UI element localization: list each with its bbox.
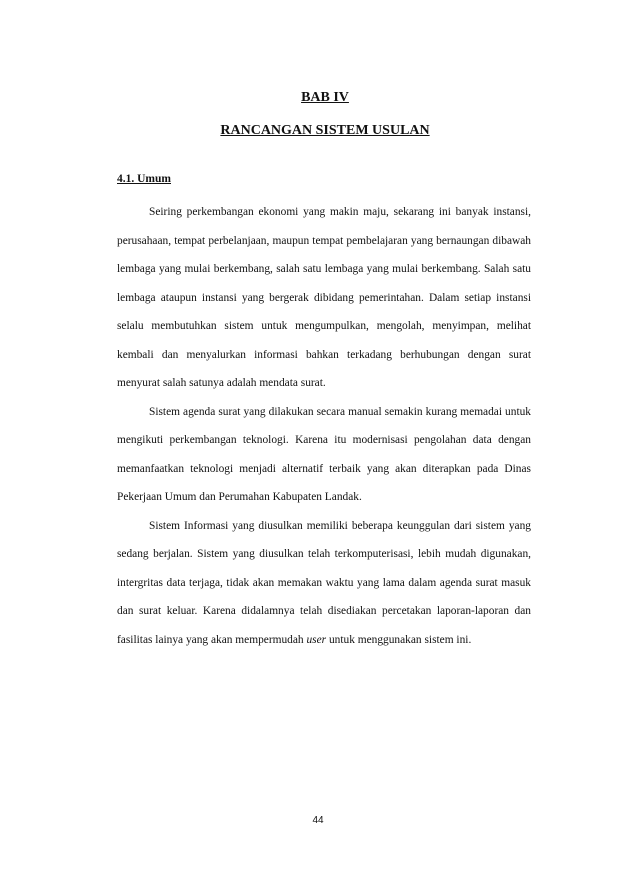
paragraph-3 [117, 512, 531, 655]
page-number: 44 [312, 815, 324, 826]
paragraph-2: Sistem agenda surat yang dilakukan secara manual semakin kurang memadai untuk mengikuti perkembangan teknologi. Karena itu modernisasi pengolahan data dengan memanfaatkan teknologi menjadi alternatif terbaik yang akan diterapkan pada Dinas Pekerjaan Umum dan Perumahan Kabupaten Landak. [117, 405, 531, 503]
chapter-number: BAB IV [301, 90, 349, 105]
body-text [117, 198, 531, 654]
paragraph-3-text-end: untuk menggunakan sistem ini. [326, 633, 472, 646]
chapter-title: RANCANGAN SISTEM USULAN [220, 123, 430, 138]
paragraph-1: Seiring perkembangan ekonomi yang makin maju, sekarang ini banyak instansi, perusahaan, tempat perbelanjaan, maupun tempat pembelajaran yang bernaungan dibawah lembaga yang mulai berkembang, salah satu lembaga yang mulai berkembang. Salah satu lembaga ataupun instansi yang bergerak dibidang pemerintahan. Dalam setiap instansi selalu membutuhkan sistem untuk mengumpulkan, mengolah, menyimpan, melihat kembali dan menyalurkan informasi bahkan terkadang berhubungan dengan surat menyurat salah satunya adalah mendata surat. [117, 206, 531, 389]
section-heading: 4.1. Umum [117, 173, 171, 185]
paragraph-3-italic-term: user [306, 633, 327, 646]
paragraph-3-text-start: Sistem Informasi yang diusulkan memiliki beberapa keunggulan dari sistem yang sedang berjalan. Sistem yang diusulkan telah terkomputerisasi, lebih mudah digunakan, intergritas data terjaga, tidak akan memakan waktu yang lama dalam agenda surat masuk dan surat keluar. Karena didalamnya telah disediakan percetakan laporan-laporan dan fasilitas lainya yang akan mempermudah [117, 519, 531, 646]
